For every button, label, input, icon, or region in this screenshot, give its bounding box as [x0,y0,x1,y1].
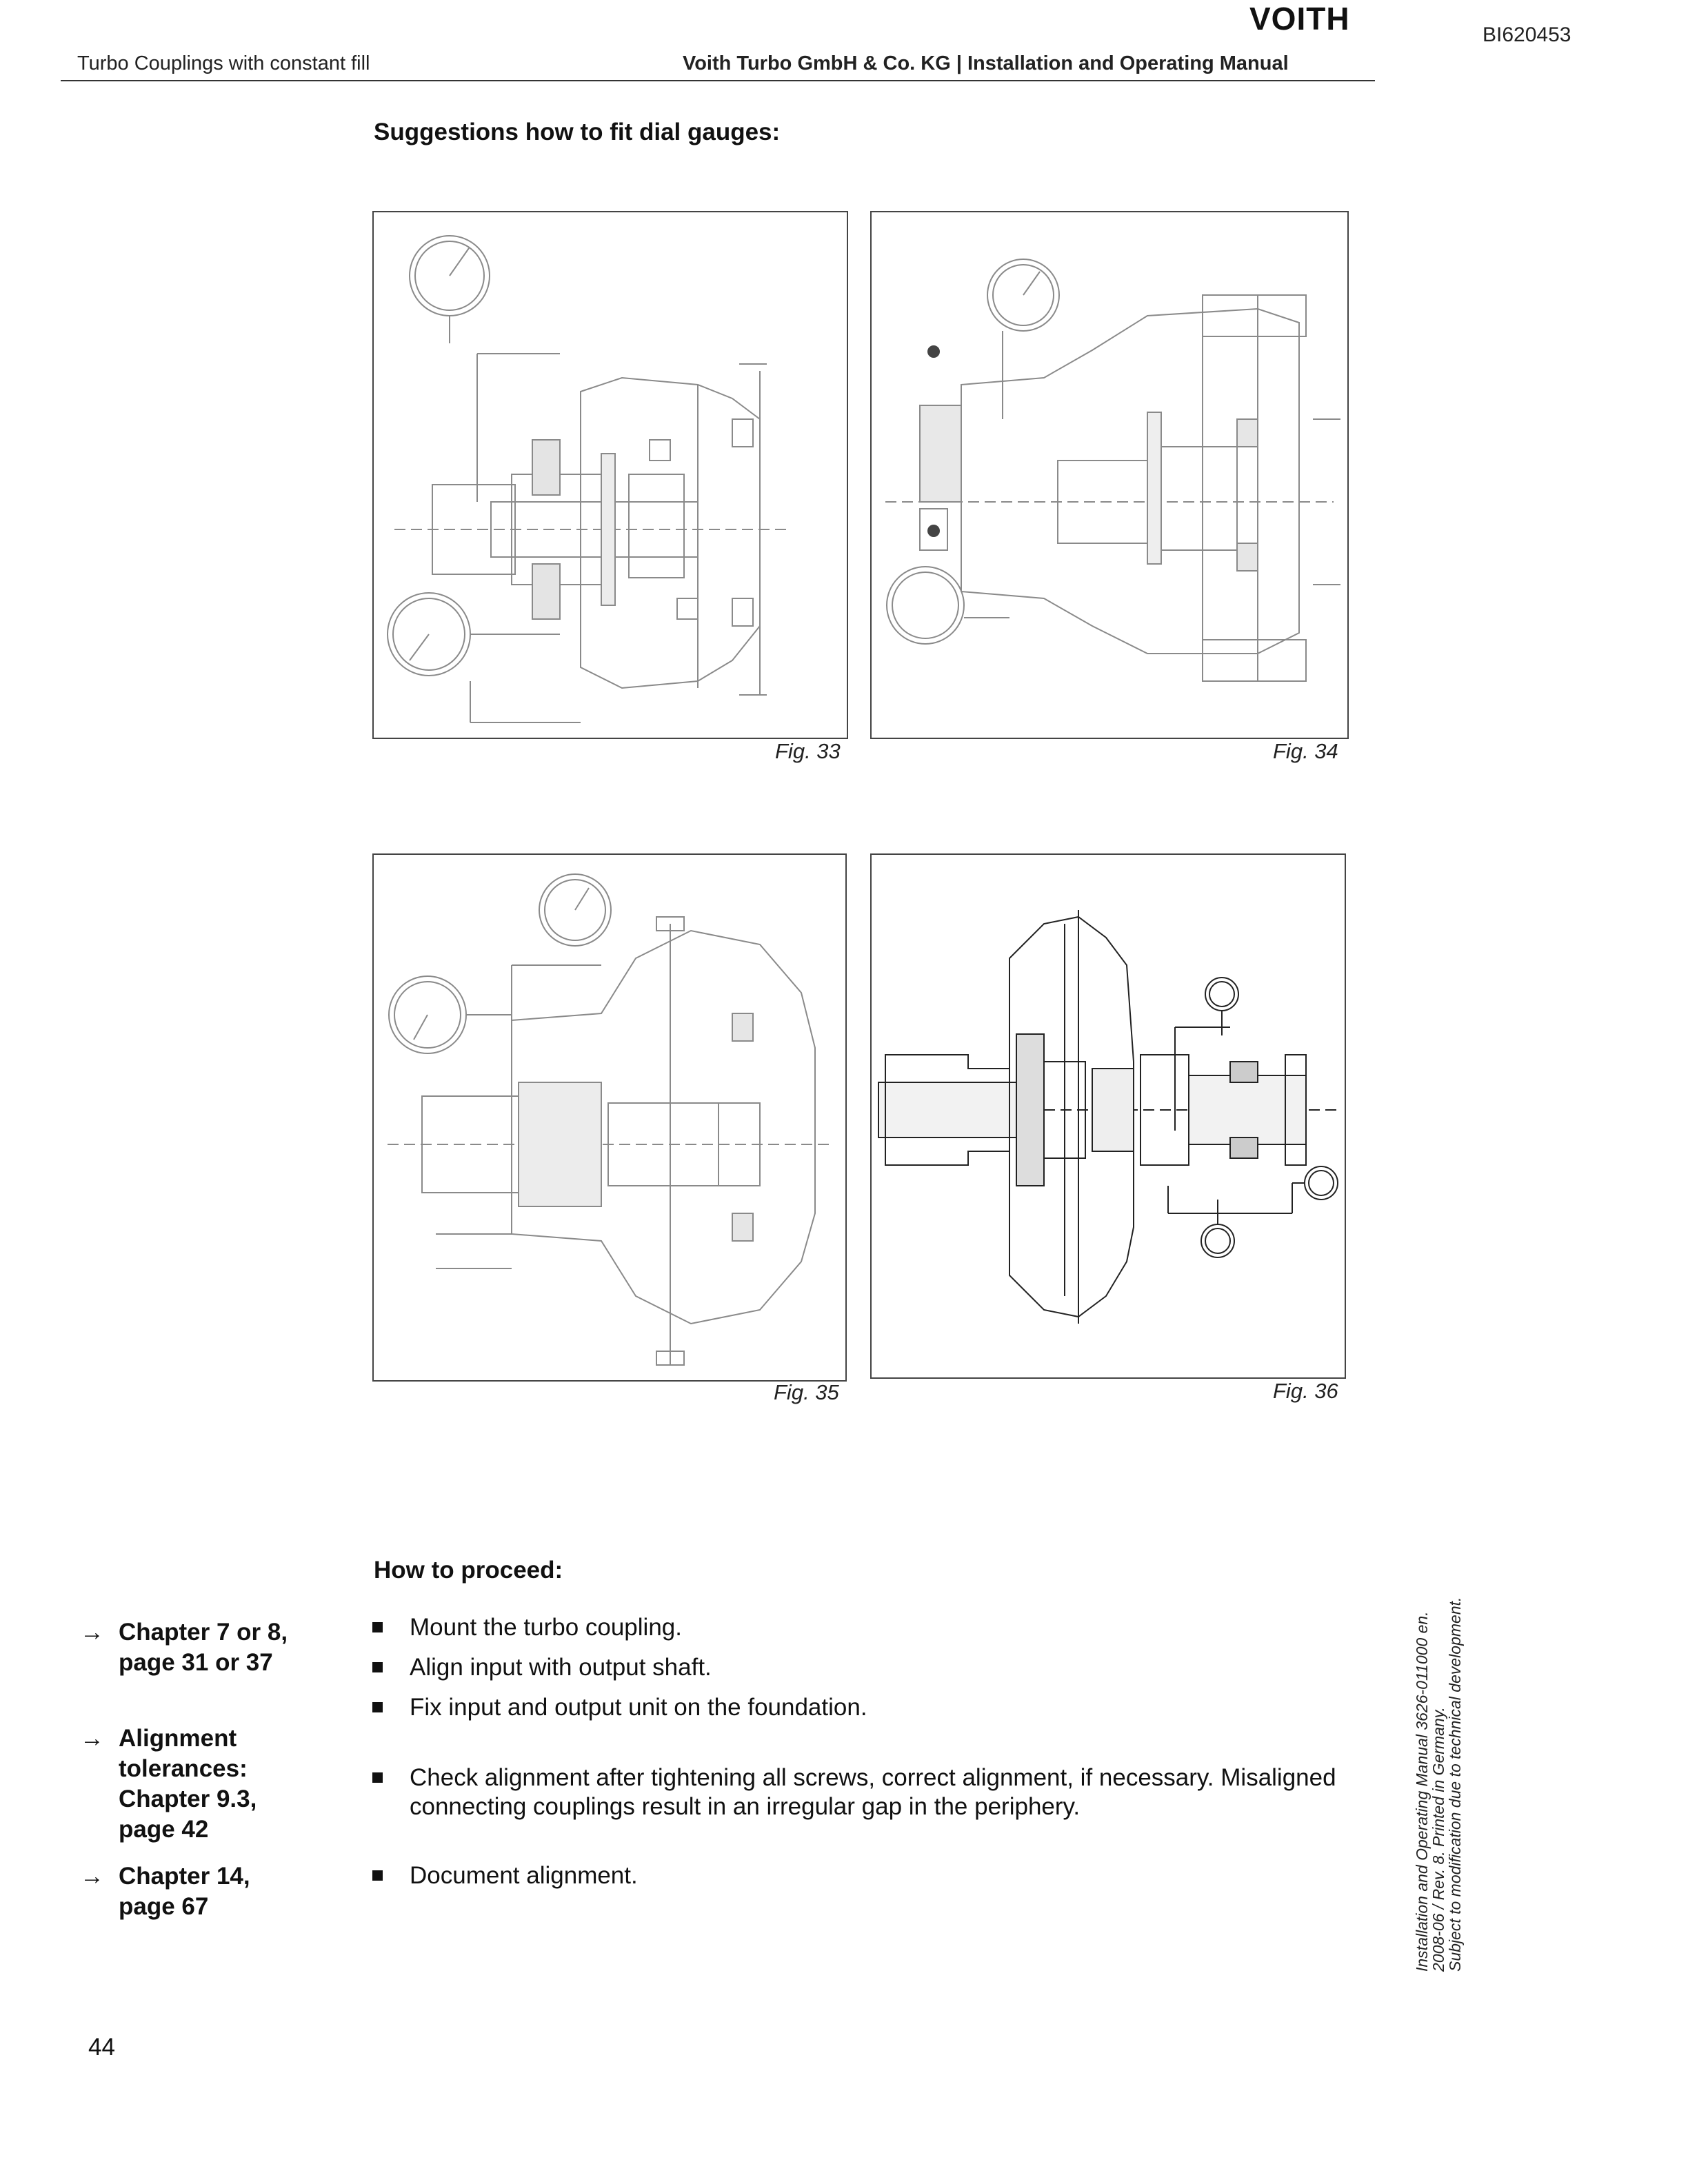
square-bullet-icon [372,1772,383,1783]
arrow-right-icon: → [80,1619,104,1646]
chapter-reference-2 [80,1723,257,1845]
step-text: Fix input and output unit on the foundation. [410,1694,867,1721]
section-title: Suggestions how to fit dial gauges: [374,119,781,145]
figure-33-drawing [372,211,848,739]
figure-34-drawing [870,211,1349,739]
voith-logo: VOITH [1249,1,1350,37]
step-text: Check alignment after tightening all screws, correct alignment, if necessary. Misaligned connecting couplings result in an irregular gap in the periphery. [410,1764,1336,1820]
square-bullet-icon [372,1662,383,1672]
square-bullet-icon [372,1870,383,1881]
page-number: 44 [88,2034,115,2061]
step-item [372,1861,1393,1890]
chapter-reference-text: Alignment tolerances: Chapter 9.3, page 42 [119,1725,257,1843]
document-id: BI620453 [1483,23,1571,46]
step-text: Align input with output shaft. [410,1654,712,1681]
figure-36-caption: Fig. 36 [1273,1379,1338,1403]
step-item [372,1613,1393,1642]
document-revision-note [1414,1597,1463,1972]
figure-33-caption: Fig. 33 [775,739,841,763]
figure-34-caption: Fig. 34 [1273,739,1338,763]
arrow-right-icon: → [80,1725,104,1752]
figure-35-drawing [372,853,847,1382]
step-item [372,1763,1338,1821]
revision-line: 2008-06 / Rev. 8. Printed in Germany. [1429,1707,1447,1972]
chapter-reference-text: Chapter 14, page 67 [119,1863,250,1920]
header-divider [61,80,1375,81]
square-bullet-icon [372,1702,383,1712]
chapter-reference-text: Chapter 7 or 8, page 31 or 37 [119,1619,288,1676]
figure-35-caption: Fig. 35 [774,1380,839,1404]
step-item [372,1653,1393,1682]
revision-line: Subject to modification due to technical development. [1446,1597,1464,1972]
step-item [372,1693,1393,1722]
revision-line: Installation and Operating Manual 3626-011000 en. [1413,1611,1431,1972]
how-to-proceed-heading: How to proceed: [374,1557,563,1584]
square-bullet-icon [372,1622,383,1632]
header-product-title: Turbo Couplings with constant fill [77,52,370,74]
step-text: Document alignment. [410,1862,638,1889]
arrow-right-icon: → [80,1863,104,1890]
figure-36-drawing [870,853,1346,1379]
header-manual-title: Voith Turbo GmbH & Co. KG | Installation and Operating Manual [683,52,1289,74]
chapter-reference-3 [80,1861,250,1922]
step-text: Mount the turbo coupling. [410,1614,682,1641]
chapter-reference-1 [80,1617,288,1678]
